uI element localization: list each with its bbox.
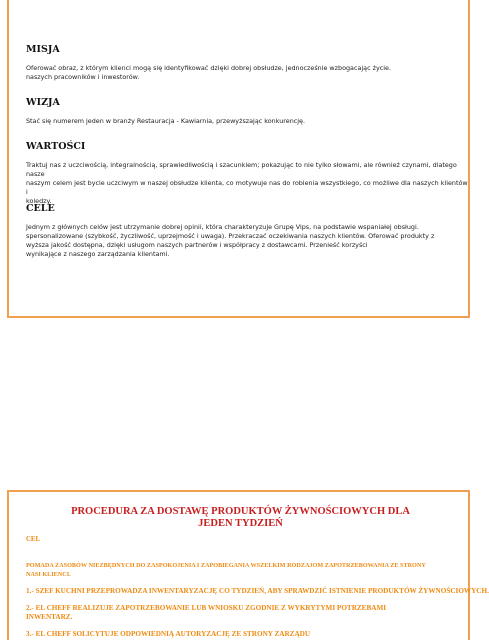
text-line: wynikające z naszego zarządzania klientami.	[26, 250, 170, 258]
section-title-wartosci: WARTOŚCI	[26, 141, 86, 152]
text-line: NASI KLIENCI.	[26, 570, 71, 578]
section-body-wizja	[26, 117, 468, 126]
procedure-step-2: 2.- EL CHEFF REALIZUJE ZAPOTRZEBOWANIE LUB WNIOSKU ZGODNIE Z WYKRYTYMI POTRZEBAMI	[26, 604, 387, 612]
procedure-title	[9, 506, 472, 530]
text-line: POMADA ZASOBÓW NIEZBĘDNYCH DO ZASPOKOJENIA I ZAPOBIEGANIA WSZELKIM RODZAJOM ZAPOTRZEBOWANIA ZE STRONY	[26, 562, 426, 569]
section-title-misja: MISJA	[26, 44, 60, 55]
section-title-cele: CELE	[26, 203, 55, 214]
procedure-step-1: 1.- SZEF KUCHNI PRZEPROWADZA INWENTARYZACJĘ CO TYDZIEŃ, ABY SPRAWDZIĆ ISTNIENIE PRODUKTÓW ŻYWNOŚCIOWYCH.	[26, 587, 489, 595]
text-line: Oferować obraz, z którym klienci mogą się identyfikować dzięki dobrej obsłudze, jednocześnie wzbogacając życie.	[26, 64, 392, 72]
title-line: PROCEDURA ZA DOSTAWĘ PRODUKTÓW ŻYWNOŚCIOWYCH DLA	[71, 506, 410, 517]
section-body-wartosci	[26, 161, 468, 206]
text-line: koledzy.	[26, 197, 52, 205]
text-line: spersonalizowane (szybkość, życzliwość, uprzejmość i uwaga). Przekraczać oczekiwania naszych klientów. Oferować produkty z	[26, 232, 435, 240]
document-page-1	[7, 0, 470, 318]
cel-label: CEL	[26, 536, 40, 543]
title-line: JEDEN TYDZIEŃ	[198, 518, 283, 529]
cel-description	[26, 562, 466, 579]
document-page-2	[7, 490, 489, 640]
text-line: Traktuj nas z uczciwością, integralnością, sprawiedliwością i szacunkiem; pokazując to nie tylko słowami, ale również czynami, dlatego nasze	[26, 161, 457, 178]
text-line: Stać się numerem jeden w branży Restauracja - Kawiarnia, przewyższając konkurencję.	[26, 117, 305, 125]
section-title-wizja: WIZJA	[26, 97, 60, 108]
section-body-cele	[26, 223, 468, 259]
procedure-step-3: 3.- EL CHEFF SOLICYTUJE ODPOWIEDNIĄ AUTORYZACJĘ ZE STRONY ZARZĄDU	[26, 630, 311, 638]
text-line: Jednym z głównych celów jest utrzymanie dobrej opinii, która charakteryzuje Grupę Vips, na podstawie wspaniałej obsługi.	[26, 223, 419, 231]
procedure-step-2-cont: INWENTARZ.	[26, 613, 73, 621]
section-body-misja	[26, 64, 468, 82]
text-line: naszym celem jest bycie uczciwym w naszej obsłudze klienta, co motywuje nas do robienia wszystkiego, co możliwe dla naszych klientów i	[26, 179, 468, 196]
text-line: wyższa jakość dostępna, dzięki usługom naszych partnerów i współpracy z dostawcami. Przenieść korzyści	[26, 241, 368, 249]
text-line: naszych pracowników i inwestorów.	[26, 73, 140, 81]
